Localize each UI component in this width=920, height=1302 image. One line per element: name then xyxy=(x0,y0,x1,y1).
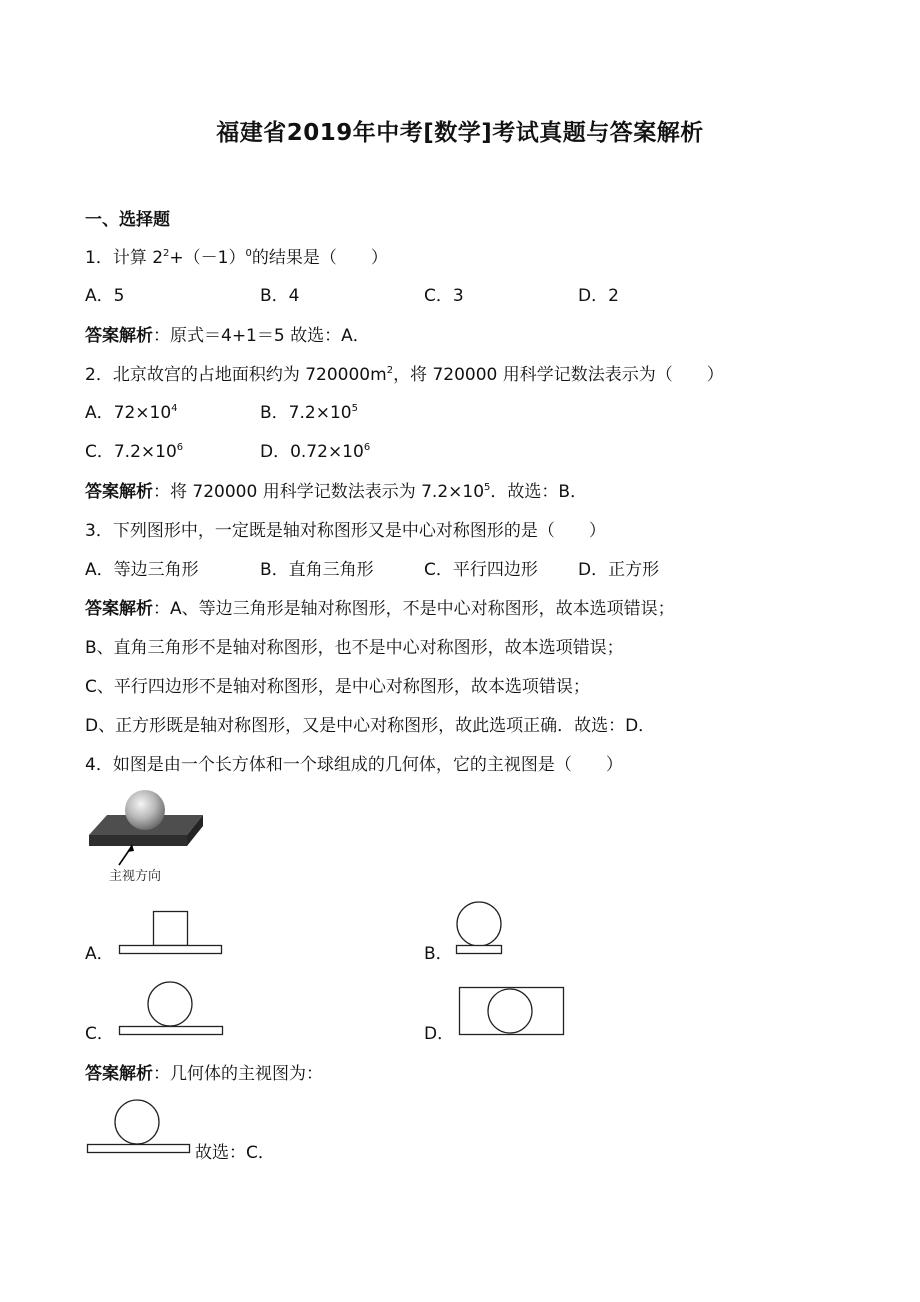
q4-answer xyxy=(85,1062,323,1086)
section-heading: 一、选择题 xyxy=(85,210,170,230)
q2-stem-part: 2．北京故宫的占地面积约为 720000m xyxy=(85,365,387,385)
q1-stem-part: +（－1） xyxy=(169,248,246,268)
q2-option-d: D．$0.72\times 10^6$ xyxy=(260,442,371,462)
answer-text: ：A、等边三角形是轴对称图形，不是中心对称图形，故本选项错误； xyxy=(153,599,675,619)
q1-option-d: D．2 xyxy=(578,286,619,306)
circle-shape xyxy=(148,982,192,1026)
q4-option-d-figure xyxy=(458,986,566,1038)
q4-option-a-label: A． xyxy=(85,944,114,964)
square-shape xyxy=(154,912,188,946)
board-rect xyxy=(120,1027,223,1035)
q2-exponent: 2 xyxy=(386,365,394,376)
q4-option-b-label: B． xyxy=(424,944,453,964)
q4-option-c-label: C． xyxy=(85,1024,114,1044)
q2-answer xyxy=(85,480,587,504)
q3-answer-line-1 xyxy=(85,597,675,621)
solid-figure xyxy=(85,788,210,884)
circle-shape xyxy=(457,902,501,946)
q3-answer-line-3: C、平行四边形不是轴对称图形，是中心对称图形，故本选项错误； xyxy=(85,677,590,697)
board-rect xyxy=(88,1145,190,1153)
question-3-stem: 3．下列图形中，一定既是轴对称图形又是中心对称图形的是（ ） xyxy=(85,521,606,541)
answer-label: 答案解析 xyxy=(85,326,153,346)
answer-label: 答案解析 xyxy=(85,599,153,619)
rectangle-shape xyxy=(460,988,564,1035)
q2-stem-part: ，将 720000 用科学记数法表示为（ ） xyxy=(393,365,724,385)
document-title: 福建省2019年中考[数学]考试真题与答案解析 xyxy=(216,120,704,146)
q2-option-c: C．$7.2\times 10^6$ xyxy=(85,442,184,462)
q1-stem-part: 的结果是（ ） xyxy=(251,248,388,268)
q4-option-c-figure xyxy=(118,980,226,1038)
sphere xyxy=(125,790,165,830)
q1-answer xyxy=(85,324,370,348)
question-4-stem: 4．如图是由一个长方体和一个球组成的几何体，它的主视图是（ ） xyxy=(85,755,623,775)
q3-option-a: A．等边三角形 xyxy=(85,560,199,580)
answer-label: 答案解析 xyxy=(85,482,153,502)
q1-exponent: 0 xyxy=(245,248,252,259)
q2-option-b: B．$7.2\times 10^5$ xyxy=(260,403,358,423)
answer-text: ：几何体的主视图为： xyxy=(153,1064,323,1084)
question-1-stem xyxy=(85,246,388,270)
q3-answer-line-4: D、正方形既是轴对称图形，又是中心对称图形，故此选项正确．故选：D． xyxy=(85,716,656,736)
board-front-face xyxy=(89,835,187,846)
q3-option-d: D．正方形 xyxy=(578,560,660,580)
answer-label: 答案解析 xyxy=(85,1064,153,1084)
circle-shape xyxy=(115,1100,159,1144)
figure-caption: 主视方向 xyxy=(109,869,162,884)
q4-option-b-figure xyxy=(453,900,505,958)
q2-option-a: A．$72\times 10^4$ xyxy=(85,403,178,423)
answer-text: ．故选：B． xyxy=(490,482,588,502)
q1-option-c: C．3 xyxy=(424,286,464,306)
q3-option-c: C．平行四边形 xyxy=(424,560,538,580)
q1-stem-part: 1．计算 2 xyxy=(85,248,164,268)
q4-option-a-figure xyxy=(118,909,224,957)
question-2-stem xyxy=(85,363,724,387)
q1-option-b: B．4 xyxy=(260,286,300,306)
q3-answer-line-2: B、直角三角形不是轴对称图形，也不是中心对称图形，故本选项错误； xyxy=(85,638,624,658)
q1-exponent: 2 xyxy=(163,248,170,259)
answer-text: ：原式＝4+1＝5 故选：A． xyxy=(153,326,370,346)
board-rect xyxy=(457,946,502,954)
answer-figure xyxy=(85,1098,193,1158)
q1-option-a: A．5 xyxy=(85,286,125,306)
q3-option-b: B．直角三角形 xyxy=(260,560,374,580)
answer-exponent: 5 xyxy=(484,482,491,493)
q4-answer-conclusion: 故选：C． xyxy=(195,1143,275,1163)
q4-option-d-label: D． xyxy=(424,1024,455,1044)
answer-text: ：将 720000 用科学记数法表示为 7.2×10 xyxy=(153,482,485,502)
board-rect xyxy=(120,946,222,954)
